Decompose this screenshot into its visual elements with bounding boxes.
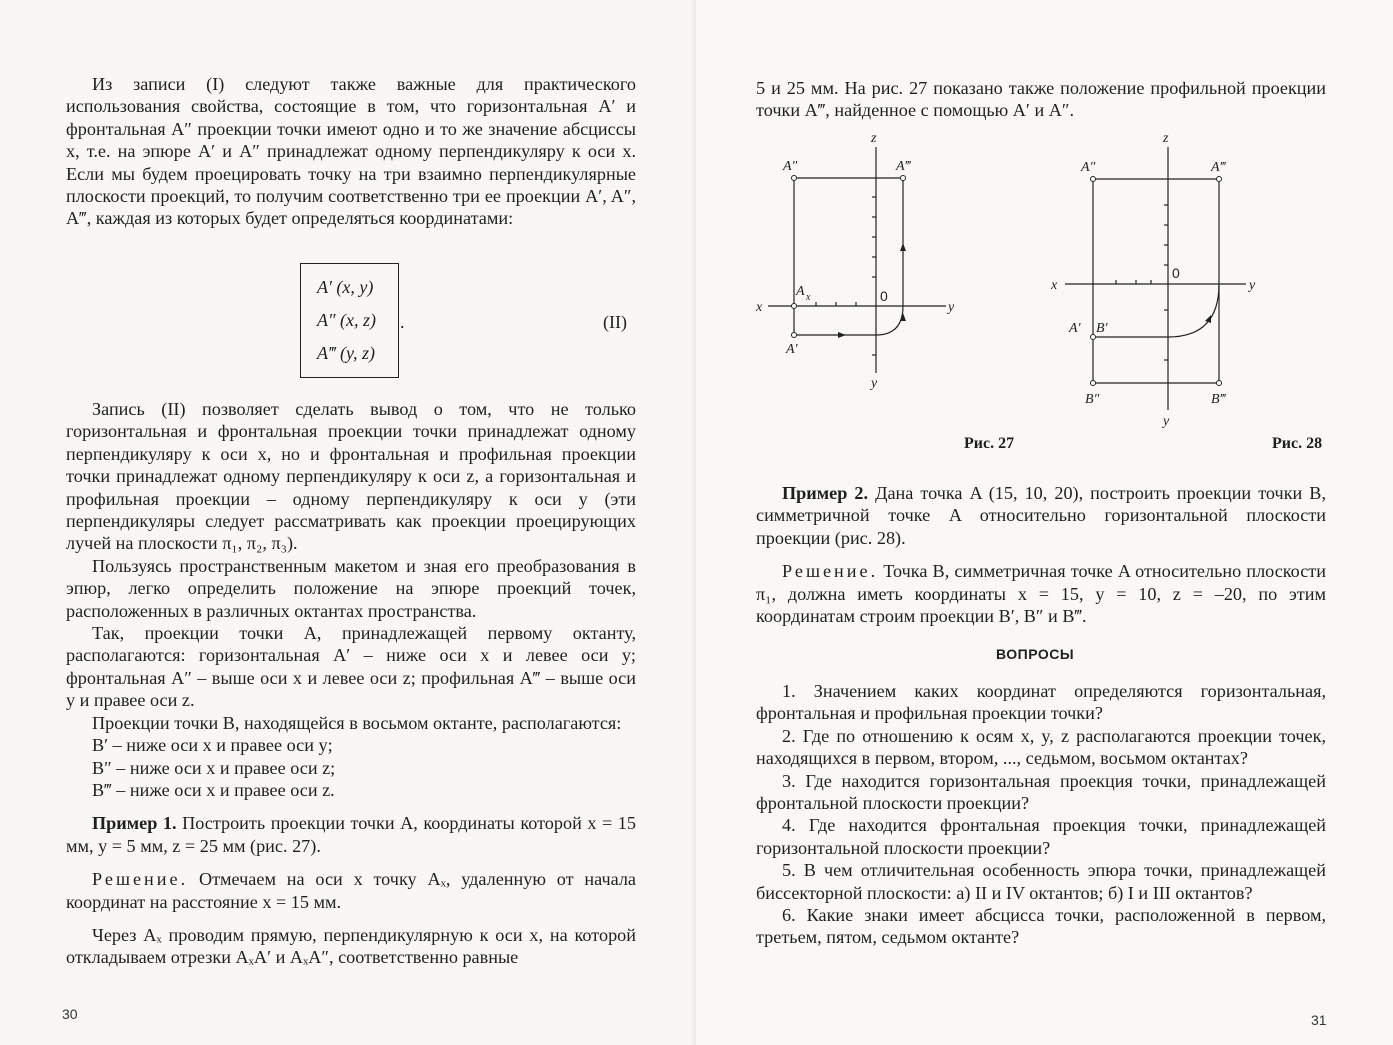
left-text-bottom <box>66 398 636 969</box>
fig27-arc <box>876 306 903 335</box>
fig27-label-Ax-sub: x <box>806 292 811 303</box>
fig27-label-Ax: A <box>796 284 805 299</box>
example-2-text: Дана точка A (15, 10, 20), построить проекции точки B, симметричной точке A относительно горизонтальной плоскости проекции (рис. 28). <box>756 483 1326 548</box>
fig28-label-A1: A′ <box>1069 321 1081 336</box>
fig28-label-A3: A‴ <box>1211 160 1226 175</box>
fig28-label-y-right: y <box>1249 278 1256 293</box>
page-number-right: 31 <box>1311 1012 1327 1028</box>
question-item: 3. Где находится горизонтальная проекция точки, принадлежащей фронтальной плоскости проекции? <box>756 770 1326 814</box>
formula-dot: . <box>400 312 405 332</box>
question-item: 1. Значением каких координат определяются горизонтальная, фронтальная и профильная проекции точки? <box>756 681 1326 724</box>
solution-2 <box>756 560 1326 627</box>
fig28-label-B3: B‴ <box>1211 392 1226 407</box>
example-1-label: Пример 1. <box>92 813 177 834</box>
solution-1-text: Отмечаем на оси x точку Aₓ, удаленную от начала координат на расстояние x = 15 мм. <box>66 869 636 912</box>
right-para-1: 5 и 25 мм. На рис. 27 показано также положение профильной проекции точки A‴, найденное с помощью A′ и A″. <box>756 78 1326 121</box>
fig27-label-y-right: y <box>948 300 955 315</box>
example-1-text: Построить проекции точки A, координаты которой x = 15 мм, y = 5 мм, z = 25 мм (рис. 27). <box>66 813 636 856</box>
question-item: 5. В чем отличительная особенность эпюра точки, принадлежащей биссекторной плоскости: а) II и IV октантов; б) I и III октантов? <box>756 860 1326 903</box>
fig27-label-x: x <box>756 300 763 315</box>
example-2 <box>756 482 1326 549</box>
figure-28 <box>1041 125 1281 435</box>
fig28-label-B1: B′ <box>1096 321 1108 336</box>
solution-1 <box>66 868 636 913</box>
fig28-label-y-bottom: y <box>1163 414 1170 429</box>
solution-2-text: Точка B, симметричная точке A относительно плоскости π₁, должна иметь координаты x = 15, y = 10, z = –20, по этим координатам строим проекции B′, B″ и B‴. <box>756 561 1326 627</box>
fig27-label-origin: 0 <box>880 288 888 304</box>
question-item: 6. Какие знаки имеет абсцисса точки, расположенной в первом, третьем, пятом, седьмом октанте? <box>756 905 1326 948</box>
question-item: 2. Где по отношению к осям x, y, z располагаются проекции точек, находящихся в первом, втором, ..., седьмом, восьмом октантах? <box>756 725 1326 769</box>
fig28-arc <box>1168 284 1219 337</box>
fig28-label-origin: 0 <box>1172 265 1180 281</box>
left-para-1: Из записи (I) следуют также важные для практического использования свойства, состоящие в том, что горизонтальная A′ и фронтальная A″ проекции точки имеют одно и то же значение абсциссы x, т.е. на эпюре A′ и A″ принадлежат одному перпендикуляру к оси x. Если мы будем проецировать точку на три взаимно перпендикулярные плоскости проекций, то получим соответственно три ее проекции A′, A″, A‴, каждая из которых будет определяться координатами: <box>66 74 636 229</box>
left-para-6: Через Aₓ проводим прямую, перпендикулярную к оси x, на которой откладываем отрезки AₓA′ и AₓA″, соответственно равные <box>66 924 636 968</box>
fig28-label-A2: A″ <box>1081 160 1096 175</box>
left-para-5: Проекции точки B, находящейся в восьмом октанте, располагаются: <box>92 712 622 733</box>
fig28-label-x: x <box>1051 278 1058 293</box>
fig27-arrow-arc <box>900 313 906 321</box>
solution-1-label: Решение. <box>92 869 189 890</box>
left-para-3: Пользуясь пространственным макетом и зная его преобразования в эпюр, легко определить положение на эпюре проекций точек, расположенных в различных октантах пространства. <box>66 555 636 621</box>
fig27-label-A3: A‴ <box>896 159 911 174</box>
formula-line-3: A‴ (y, z) <box>317 343 376 363</box>
list-item: B‴ – ниже оси x и правее оси z. <box>92 779 335 800</box>
example-1 <box>66 812 636 857</box>
fig27-label-z: z <box>871 131 877 146</box>
questions-list <box>756 680 1326 949</box>
fig28-label-z: z <box>1163 131 1169 146</box>
example-2-label: Пример 2. <box>782 483 869 503</box>
formula-number: (II) <box>603 312 627 332</box>
list-item: B′ – ниже оси x и правее оси y; <box>92 735 333 756</box>
formula-line-1: A′ (x, y) <box>317 277 374 297</box>
left-page <box>0 0 696 1045</box>
page-number-left: 30 <box>62 1006 78 1022</box>
right-text-middle <box>756 482 1326 627</box>
figure-27 <box>746 125 1016 395</box>
questions-heading: ВОПРОСЫ <box>996 646 1075 662</box>
list-item: B″ – ниже оси x и правее оси z; <box>92 757 336 778</box>
fig27-label-y-bottom: y <box>871 376 878 391</box>
fig27-caption: Рис. 27 <box>964 435 1015 452</box>
question-item: 4. Где находится фронтальная проекция точки, принадлежащей горизонтальной плоскости проекции? <box>756 815 1326 858</box>
fig27-label-A2: A″ <box>783 159 798 174</box>
left-para-4: Так, проекции точки A, принадлежащей первому октанту, располагаются: горизонтальная A′ – ниже оси x и левее оси y; фронтальная A″ – выше оси x и левее оси z; профильная A‴ – выше оси y и правее оси z. <box>66 623 636 711</box>
formula-line-2: A″ (x, z) <box>317 310 376 330</box>
fig27-arrow-up <box>900 243 906 251</box>
fig28-arrow-arc <box>1205 315 1211 323</box>
solution-2-label: Решение. <box>782 561 879 582</box>
right-page <box>696 0 1393 1045</box>
formula-box <box>300 263 399 378</box>
fig28-caption: Рис. 28 <box>1272 435 1323 452</box>
right-text-top <box>756 77 1326 122</box>
fig28-label-B2: B″ <box>1085 392 1100 407</box>
fig27-label-A1: A′ <box>786 342 798 357</box>
left-para-2: Запись (II) позволяет сделать вывод о том, что не только горизонтальная и фронтальная проекции точки принадлежат одному перпендикуляру к оси x, но и фронтальная и профильная проекции точки принадлежат одному перпендикуляру к оси z, а горизонтальная и профильная проекции – одному перпендикуляру к оси y (эти перпендикуляры следует рассматривать как проекции проецирующих лучей на плоскости π₁, π₂, π₃). <box>66 399 636 554</box>
left-text-top <box>66 73 636 230</box>
fig27-arrow-right <box>838 332 846 338</box>
